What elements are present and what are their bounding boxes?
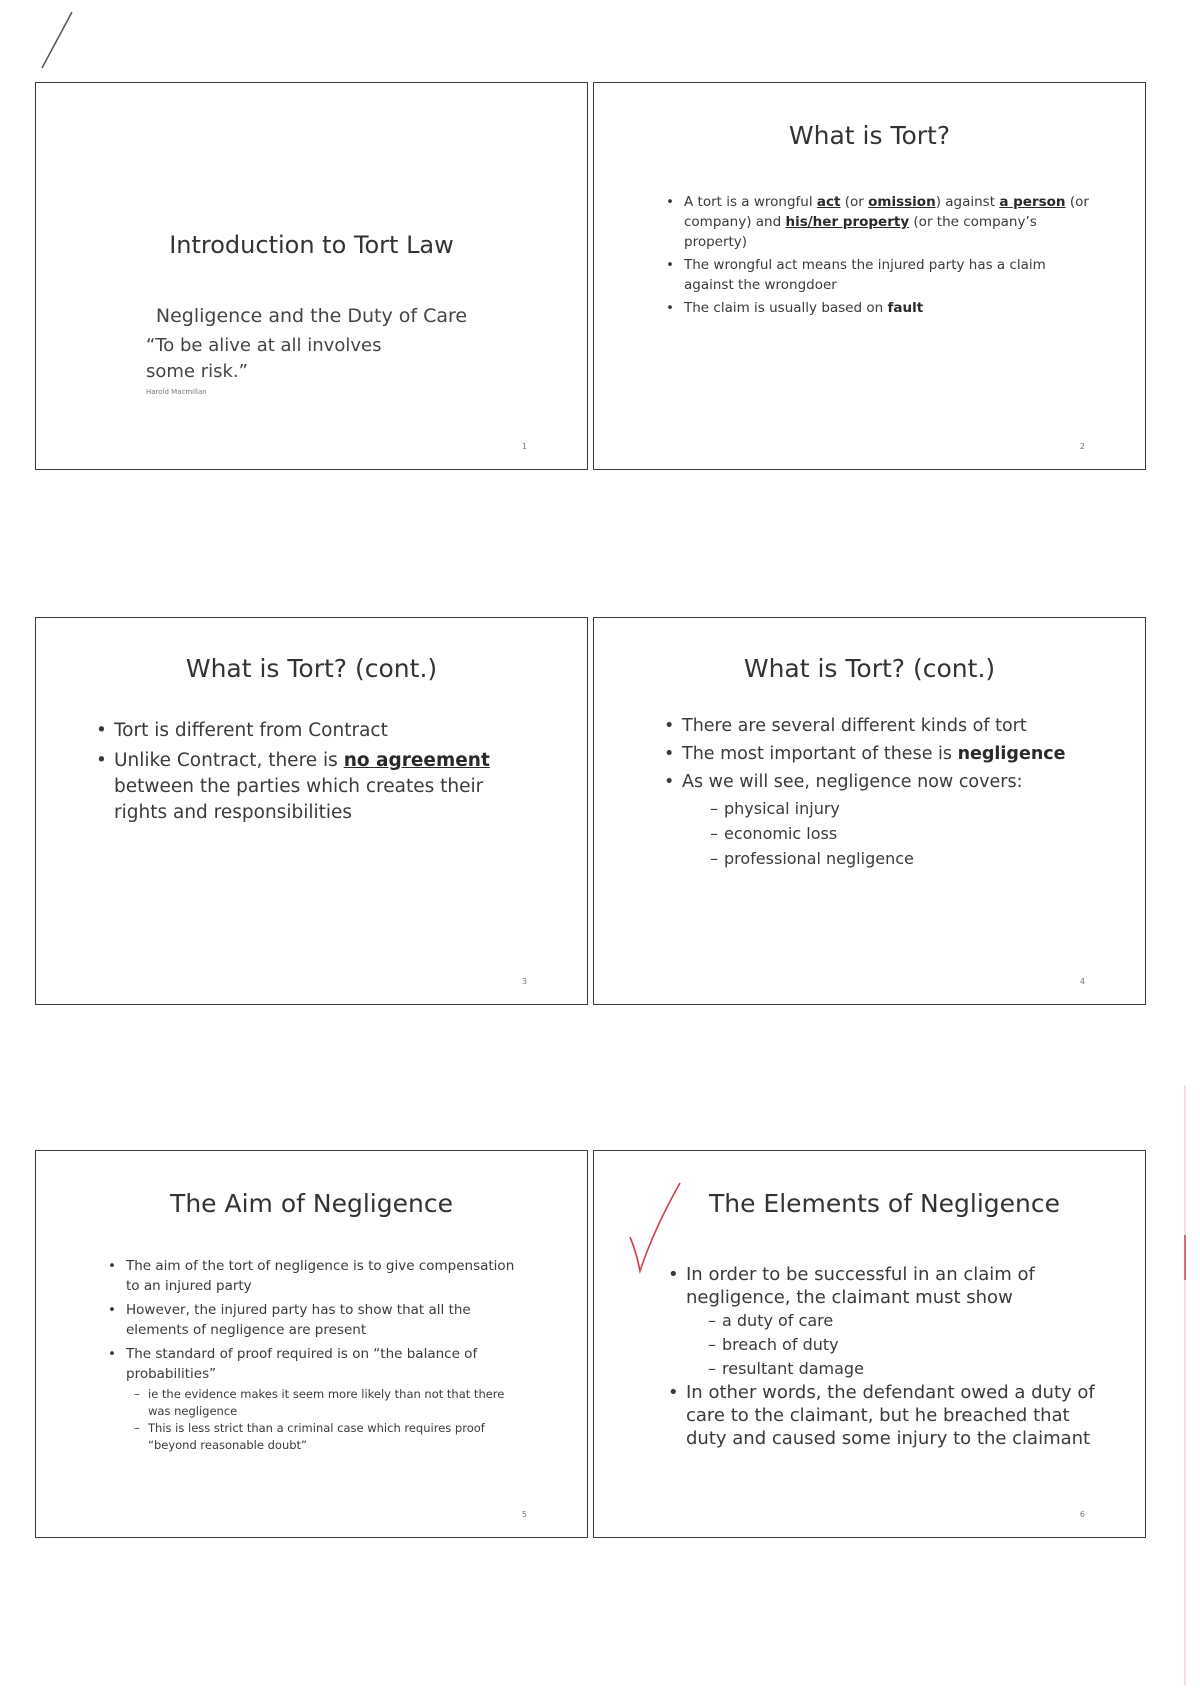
slide-6-title: The Elements of Negligence — [708, 1189, 1061, 1218]
sub-bullet-item: – a duty of care — [708, 1309, 1106, 1333]
sub-bullets — [126, 1386, 526, 1454]
slide-6-bullets — [666, 1263, 1106, 1450]
bullet-item: • Tort is different from Contract — [94, 718, 534, 744]
slide-1 — [35, 82, 588, 470]
slide-3-bullets — [94, 718, 534, 830]
bullet-item: • There are several different kinds of tort — [662, 712, 1122, 740]
slide-1-quote: “To be alive at all involves some risk.” — [146, 335, 382, 382]
slide-number: 5 — [521, 1510, 527, 1519]
sub-bullet-item: – ie the evidence makes it seem more likely than not that there was negligence — [134, 1386, 526, 1420]
sub-bullets — [682, 796, 1122, 871]
bullet-item: • However, the injured party has to show that all the elements of negligence are present — [106, 1300, 526, 1340]
bullet-item: • The wrongful act means the injured party has a claim against the wrongdoer — [664, 255, 1094, 295]
slide-number: 1 — [521, 442, 527, 451]
slide-number: 2 — [1079, 442, 1085, 451]
sub-bullet-item: – professional negligence — [710, 846, 1122, 871]
slide-1-subtitle: Negligence and the Duty of Care — [155, 305, 468, 327]
slide-2 — [593, 82, 1146, 470]
bullet-item: • The most important of these is negligence — [662, 740, 1122, 768]
slide-4-title: What is Tort? (cont.) — [743, 654, 996, 683]
bullet-item: • The standard of proof required is on “the balance of probabilities” – ie the evidence makes it seem more likely than not that there was negligence – This is less strict than a criminal case which requires proof “beyond reasonable doubt” — [106, 1344, 526, 1454]
slide-3 — [35, 617, 588, 1005]
slide-6 — [593, 1150, 1146, 1538]
bullet-item: • In order to be successful in an claim of negligence, the claimant must show – a duty of care – breach of duty – resultant damage — [666, 1263, 1106, 1381]
slide-4-bullets — [662, 712, 1122, 871]
bullet-item: • The claim is usually based on fault — [664, 298, 1094, 318]
slide-4 — [593, 617, 1146, 1005]
bullet-item: • As we will see, negligence now covers: – physical injury – economic loss – professional negligence — [662, 768, 1122, 871]
slide-2-bullets — [664, 192, 1094, 321]
sub-bullet-item: – breach of duty — [708, 1333, 1106, 1357]
red-margin-mark — [1180, 1085, 1190, 1685]
slide-2-title: What is Tort? — [788, 121, 951, 150]
sub-bullet-item: – economic loss — [710, 821, 1122, 846]
slide-1-quote-attribution: Harold Macmillan — [146, 388, 207, 396]
slide-number: 3 — [521, 977, 527, 986]
bullet-item: • Unlike Contract, there is no agreement between the parties which creates their rights and responsibilities — [94, 748, 534, 826]
sub-bullet-item: – physical injury — [710, 796, 1122, 821]
pencil-slash-mark — [38, 8, 78, 72]
slide-5 — [35, 1150, 588, 1538]
sub-bullets — [686, 1309, 1106, 1381]
sub-bullet-item: – resultant damage — [708, 1357, 1106, 1381]
slide-number: 4 — [1079, 977, 1085, 986]
bullet-item: • In other words, the defendant owed a duty of care to the claimant, but he breached that duty and caused some injury to the claimant — [666, 1381, 1106, 1450]
slide-3-title: What is Tort? (cont.) — [185, 654, 438, 683]
bullet-item: • The aim of the tort of negligence is to give compensation to an injured party — [106, 1256, 526, 1296]
sub-bullet-item: – This is less strict than a criminal case which requires proof “beyond reasonable doubt” — [134, 1420, 526, 1454]
slide-5-bullets — [106, 1256, 526, 1458]
slide-5-title: The Aim of Negligence — [170, 1189, 453, 1218]
slide-number: 6 — [1079, 1510, 1085, 1519]
slide-1-title: Introduction to Tort Law — [169, 231, 454, 259]
bullet-item: • A tort is a wrongful act (or omission) against a person (or company) and his/her property (or the company’s property) — [664, 192, 1094, 252]
